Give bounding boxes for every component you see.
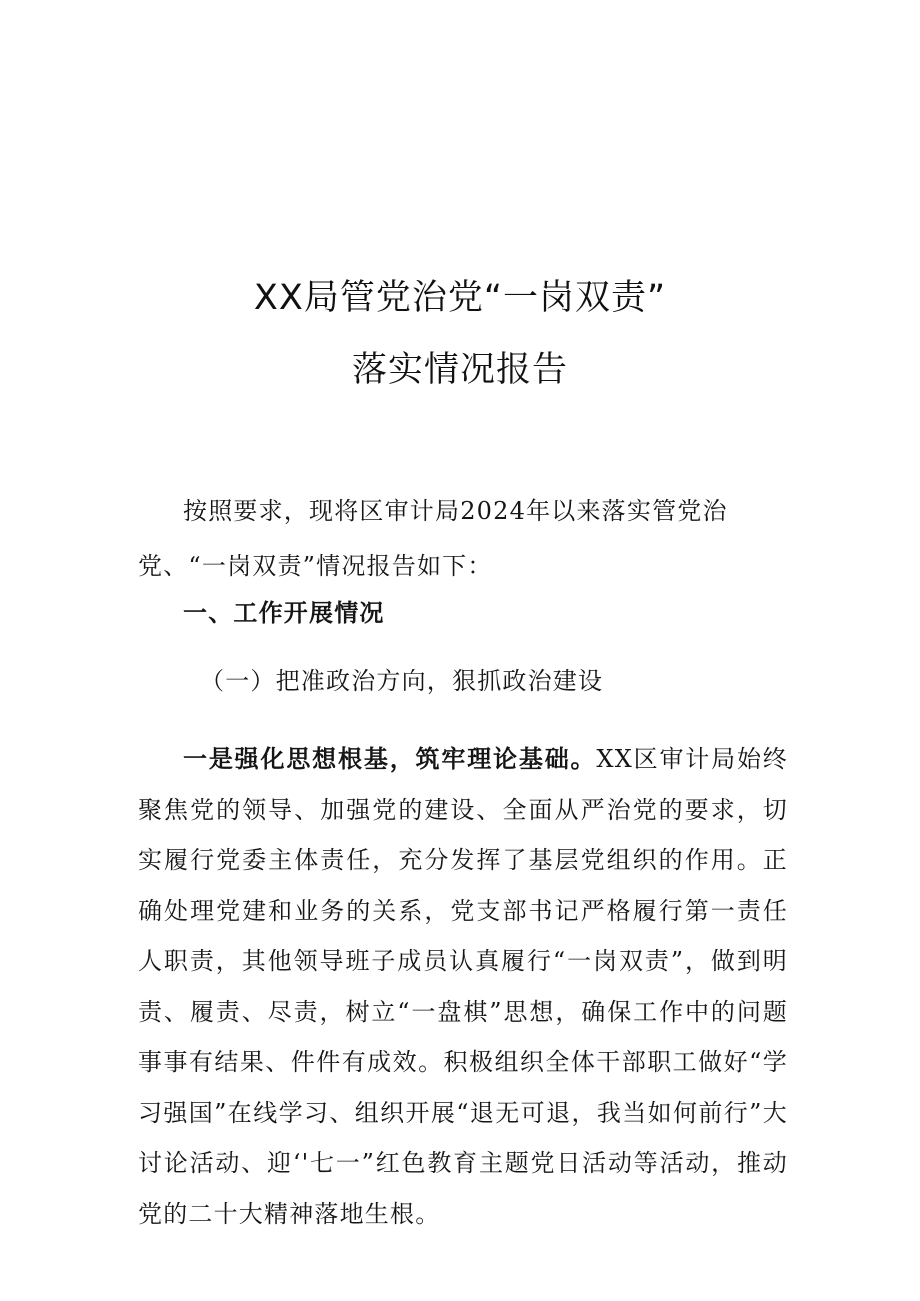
subsection-heading: （一）把准政治方向，狠抓政治建设 — [200, 667, 604, 695]
body-paragraph — [138, 734, 788, 1239]
paragraph-lead: 一是强化思想根基，筑牢理论基础。 — [183, 744, 597, 773]
paragraph-body-text: XX区审计局始终聚焦党的领导、加强党的建设、全面从严治党的要求，切实履行党委主体责任，充分发挥了基层党组织的作用。正确处理党建和业务的关系，党支部书记严格履行第一责任人职责，其他领导班子成员认真履行“一岗双责”，做到明责、履责、尽责，树立“一盘棋”思想，确保工作中的问题事事有结果、件件有成效。积极组织全体干部职工做好“学习强国”在线学习、组织开展“退无可退，我当如何前行”大讨论活动、迎‘'七一”红色教育主题党日活动等活动，推动党的二十大精神落地生根。 — [138, 745, 789, 1228]
intro-paragraph: 按照要求，现将区审计局2024年以来落实管党治党、“一岗双责”情况报告如下： — [138, 497, 728, 580]
document-title-line-2: 落实情况报告 — [351, 350, 568, 390]
document-title-line-1: XX局管党治党“一岗双责” — [253, 278, 667, 318]
section-heading: 一、工作开展情况 — [183, 598, 385, 627]
